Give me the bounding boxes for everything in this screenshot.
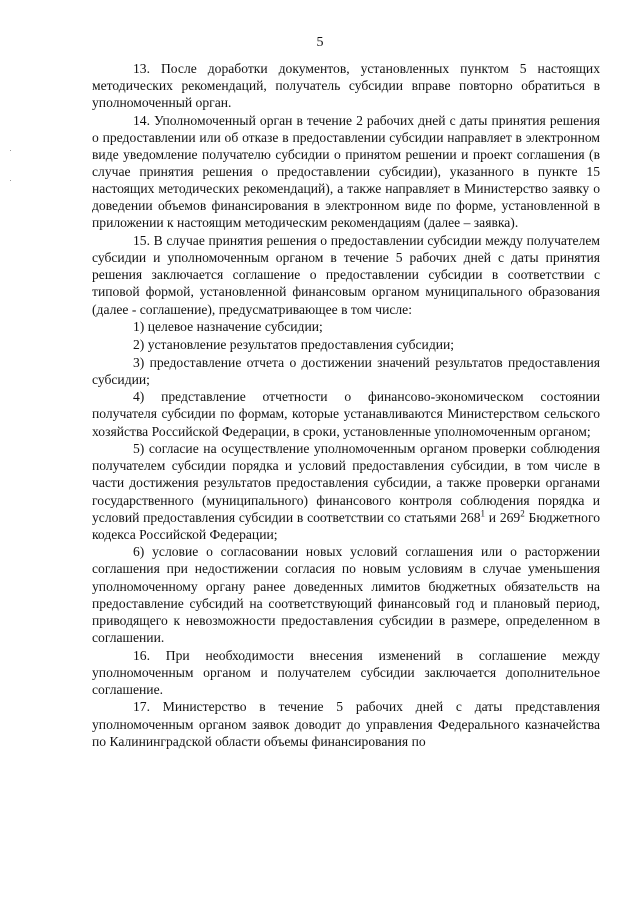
list-item-6: 6) условие о согласовании новых условий соглашения или о расторжении соглашения при недостижении согласия по новым условиям в случае уменьшения уполномоченному органу ранее доведенных лимитов бюджетных обязательств на предоставление субсидий на соответствующий финансовый год и плановый период, приводящего к невозможности предоставления субсидии в размере, определенном в соглашении.	[92, 544, 600, 645]
paragraph-16: 16. При необходимости внесения изменений в соглашение между уполномоченным органом и получателем субсидии заключается дополнительное соглашение.	[92, 647, 600, 697]
superscript: 2	[520, 508, 525, 519]
list-item-2: 2) установление результатов предоставления субсидии;	[133, 336, 455, 352]
page-number: 5	[316, 35, 324, 50]
paragraph-15: 15. В случае принятия решения о предоставлении субсидии между получателем субсидии и уполномоченным органом в течение 5 рабочих дней с даты принятия решения заключается соглашение о предоставлении субсидии в соответствии с типовой формой, установленной финансовым органом муниципального образования (далее - соглашение), предусматривающее в том числе:	[92, 233, 600, 317]
paragraph-13: 13. После доработки документов, установленных пунктом 5 настоящих методических рекомендаций, получатель субсидии вправе повторно обратиться в уполномоченный орган.	[92, 61, 600, 111]
list-item-5: 5) согласие на осуществление уполномоченным органом проверки соблюдения получателем субсидии порядка и условий предоставления субсидии, в том числе в части достижения результатов предоставления субсидии, а также проверки органами государственного (муниципального) финансового контроля соблюдения порядка и условий предоставления субсидии в соответствии со статьями $268^1$ и $269^2$ Бюджетного кодекса Российской Федерации;	[92, 441, 600, 542]
list-item-1: 1) целевое назначение субсидии;	[133, 319, 323, 335]
list-item-4: 4) представление отчетности о финансово-экономическом состоянии получателя субсидии по формам, которые устанавливаются Министерством сельского хозяйства Российской Федерации, в сроки, установленные уполномоченным органом;	[92, 389, 600, 439]
superscript: 1	[480, 508, 486, 519]
paragraph-17: 17. Министерство в течение 5 рабочих дней с даты представления уполномоченным органом заявок доводит до управления Федерального казначейства по Калининградской области объемы финансирования по	[92, 699, 600, 749]
margin-mark	[10, 150, 11, 151]
document-body	[92, 60, 600, 750]
paragraph-14: 14. Уполномоченный орган в течение 2 рабочих дней с даты принятия решения о предоставлении или об отказе в предоставлении субсидии направляет в электронном виде уведомление получателю субсидии о принятом решении и проект соглашения (в случае принятия решения о предоставлении субсидии), указанного в пункте 15 настоящих методических рекомендаций), а также направляет в Министерство заявку о доведении объемов финансирования в электронном виде по форме, установленной в приложении к настоящим методическим рекомендациям (далее – заявка).	[92, 112, 600, 231]
list-item-3: 3) предоставление отчета о достижении значений результатов предоставления субсидии;	[92, 354, 600, 387]
margin-mark	[10, 180, 11, 181]
